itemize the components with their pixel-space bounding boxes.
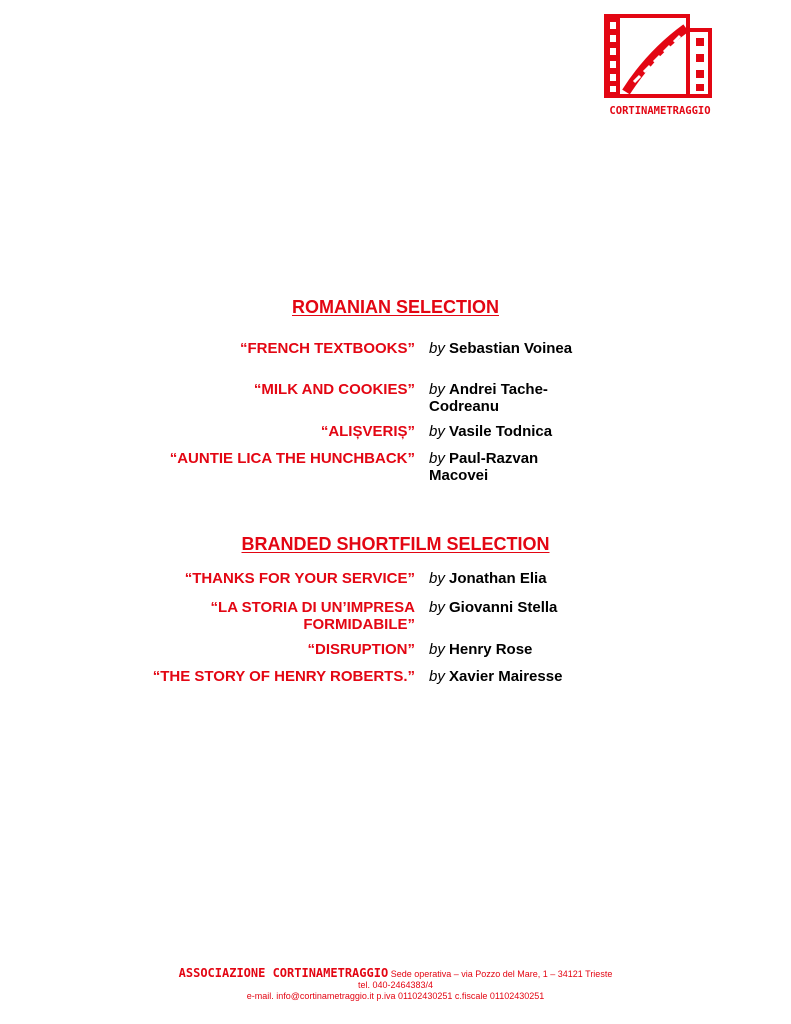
film-title: “LA STORIA DI UN’IMPRESA FORMIDABILE”: [210, 599, 415, 633]
film-title: “AUNTIE LICA THE HUNCHBACK”: [169, 450, 415, 467]
association-name: ASSOCIAZIONE CORTINAMETRAGGIO: [178, 966, 389, 980]
director-credit: [429, 423, 579, 440]
footer-contacts: e-mail. info@cortinametraggio.it p.iva 01102430251 c.fiscale 01102430251: [246, 991, 545, 1001]
by-label: by: [429, 450, 445, 467]
by-label: by: [429, 641, 445, 658]
film-title: “FRENCH TEXTBOOKS”: [239, 340, 415, 357]
by-label: by: [429, 423, 445, 440]
by-label: by: [429, 381, 445, 398]
director-name: Xavier Mairesse: [449, 668, 563, 685]
by-label: by: [429, 599, 445, 616]
footer-line-address: [0, 968, 791, 980]
director-credit: [429, 450, 579, 484]
film-title: “THANKS FOR YOUR SERVICE”: [184, 570, 415, 587]
director-credit: [429, 381, 579, 415]
cortinametraggio-logo: [604, 14, 716, 124]
director-credit: [429, 599, 579, 616]
film-title: “MILK AND COOKIES”: [253, 381, 415, 398]
director-name: Paul-Razvan Macovei: [429, 450, 539, 484]
section-title-romanian: ROMANIAN SELECTION: [292, 297, 499, 317]
director-name: Henry Rose: [449, 641, 533, 658]
letterhead-footer: [0, 968, 791, 1002]
director-name: Andrei Tache-Codreanu: [429, 381, 548, 415]
director-name: Jonathan Elia: [449, 570, 547, 587]
director-credit: [429, 570, 579, 587]
film-title: “ALIȘVERIȘ”: [320, 423, 415, 440]
film-title: “THE STORY OF HENRY ROBERTS.”: [152, 668, 415, 685]
director-credit: [429, 668, 579, 685]
director-credit: [429, 641, 579, 658]
by-label: by: [429, 668, 445, 685]
director-name: Giovanni Stella: [449, 599, 558, 616]
logo-wordmark: CORTINAMETRAGGIO: [609, 105, 711, 117]
by-label: by: [429, 340, 445, 357]
director-name: Sebastian Voinea: [449, 340, 573, 357]
section-title-branded: BRANDED SHORTFILM SELECTION: [241, 534, 550, 554]
footer-address: Sede operativa – via Pozzo del Mare, 1 – 34121 Trieste: [390, 969, 613, 979]
by-label: by: [429, 570, 445, 587]
film-title: “DISRUPTION”: [307, 641, 415, 658]
director-name: Vasile Todnica: [449, 423, 553, 440]
footer-phone: tel. 040-2464383/4: [357, 980, 434, 990]
director-credit: [429, 340, 579, 357]
film-strip-logo-icon: [604, 14, 716, 104]
